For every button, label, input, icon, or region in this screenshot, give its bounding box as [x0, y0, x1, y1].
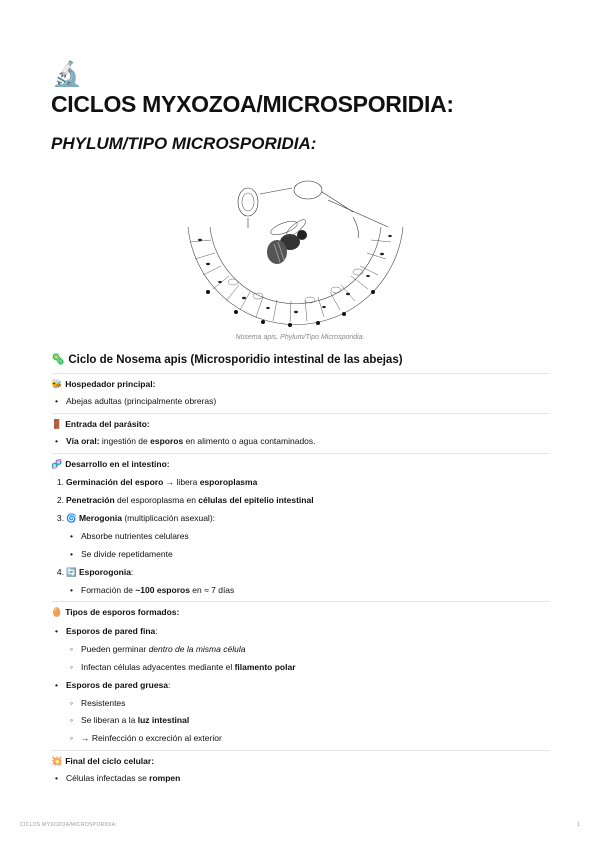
- bullet: •: [55, 396, 58, 406]
- door-icon: 🚪: [51, 419, 63, 429]
- bullet: •: [70, 585, 73, 595]
- page-title: CICLOS MYXOZOA/MICROSPORIDIA:: [51, 91, 454, 117]
- item-number: 3.: [56, 513, 64, 523]
- text: Formación de: [81, 585, 136, 595]
- text: :: [168, 680, 171, 690]
- list-item-text: Absorbe nutrientes celulares: [81, 531, 189, 541]
- bold-text: Esporos de pared fina: [66, 626, 156, 636]
- list-item: [55, 435, 316, 447]
- sub-list-item: [70, 584, 235, 596]
- list-item: [55, 625, 158, 637]
- bullet: •: [55, 436, 58, 446]
- text: :: [155, 626, 158, 636]
- ordered-list-item: [56, 476, 258, 488]
- spore: [294, 181, 322, 199]
- microbe-icon: 🦠: [51, 354, 66, 366]
- block-title-text: Hospedador principal:: [65, 379, 156, 389]
- list-item-text: Resistentes: [81, 698, 126, 708]
- text: Infectan células adyacentes mediante el: [81, 662, 235, 672]
- list-item-text: Se divide repetidamente: [81, 549, 173, 559]
- block-title-text: Entrada del parásito:: [65, 419, 150, 429]
- bold-text: células del epitelio intestinal: [198, 495, 314, 505]
- text: (multiplicación asexual):: [121, 513, 216, 523]
- figure-caption: Nosema apis, Phylum/Tipo Microsporidia.: [235, 334, 365, 341]
- list-item: [55, 772, 181, 784]
- list-item-text: Abejas adultas (principalmente obreras): [66, 396, 217, 406]
- section-heading-text: Ciclo de Nosema apis (Microsporidio intestinal de las abejas): [68, 354, 403, 366]
- text: :: [130, 567, 134, 577]
- italic-text: dentro de la misma célula: [148, 644, 246, 654]
- bold-text: rompen: [149, 773, 181, 783]
- spore-cluster: [238, 188, 258, 216]
- bullet-hollow: ◦: [70, 662, 74, 672]
- bee-illustration: [267, 217, 308, 264]
- text: Células infectadas se: [66, 773, 150, 783]
- bullet: •: [55, 680, 58, 690]
- text: → libera: [163, 477, 200, 487]
- item-number: 4.: [56, 567, 64, 577]
- divider: [51, 750, 550, 751]
- sub-list-item: [70, 661, 296, 673]
- block-title-text: Desarrollo en el intestino:: [65, 459, 170, 469]
- nosema-lifecycle-figure: [178, 172, 413, 332]
- microscope-icon: 🔬: [52, 61, 82, 88]
- block-title-text: Final del ciclo celular:: [65, 756, 155, 766]
- bold-text: ~100 esporos: [135, 585, 190, 595]
- page-number: 1: [577, 822, 580, 828]
- bold-text: Germinación del esporo: [66, 477, 164, 487]
- bold-text: esporos: [150, 436, 184, 446]
- bold-text: Penetración: [66, 495, 115, 505]
- block-title-entry: [51, 419, 150, 430]
- cyclone-icon: 🌀: [66, 513, 77, 523]
- block-title-cycle-end: [51, 756, 154, 767]
- sub-list-item: [70, 732, 222, 744]
- bold-text: filamento polar: [234, 662, 296, 672]
- sub-list-item: [70, 530, 189, 542]
- bold-text: Esporogonia: [78, 567, 131, 577]
- bullet: •: [70, 531, 73, 541]
- page-subtitle: PHYLUM/TIPO MICROSPORIDIA:: [51, 134, 317, 153]
- repeat-icon: 🔄: [66, 567, 77, 577]
- block-title-host: [51, 379, 155, 390]
- bee-icon: 🐝: [51, 379, 63, 389]
- text: Pueden germinar: [81, 644, 149, 654]
- bold-text: Vía oral:: [66, 436, 100, 446]
- list-item: [55, 395, 217, 407]
- divider: [51, 413, 550, 414]
- divider: [51, 373, 550, 374]
- list-item: [55, 679, 171, 691]
- bold-text: luz intestinal: [137, 715, 190, 725]
- bold-text: Merogonia: [78, 513, 122, 523]
- dna-icon: 🧬: [51, 459, 63, 469]
- ordered-list-item: [56, 566, 134, 578]
- block-title-text: Tipos de esporos formados:: [65, 607, 180, 617]
- item-number: 1.: [56, 477, 64, 487]
- bullet-hollow: ◦: [70, 698, 74, 708]
- sub-list-item: [70, 643, 246, 655]
- bullet-hollow: ◦: [70, 733, 74, 743]
- divider: [51, 453, 550, 454]
- egg-icon: 🥚: [51, 607, 63, 617]
- sub-list-item: [70, 548, 173, 560]
- text: Se liberan a la: [81, 715, 138, 725]
- section-heading: [51, 352, 403, 366]
- sub-list-item: [70, 714, 190, 726]
- bold-text: Esporos de pared gruesa: [66, 680, 169, 690]
- bullet: •: [70, 549, 73, 559]
- divider: [51, 601, 550, 602]
- text: en alimento o agua contaminados.: [183, 436, 316, 446]
- block-title-development: [51, 459, 170, 470]
- footer-title: CICLOS MYXOZOA/MICROSPORIDIA:: [20, 822, 118, 828]
- bullet-hollow: ◦: [70, 644, 74, 654]
- text: del esporoplasma en: [114, 495, 199, 505]
- item-number: 2.: [56, 495, 64, 505]
- bold-text: esporoplasma: [199, 477, 258, 487]
- bullet: •: [55, 773, 58, 783]
- sub-list-item: [70, 697, 126, 709]
- explosion-icon: 💥: [51, 756, 63, 766]
- bullet-hollow: ◦: [70, 715, 74, 725]
- ordered-list-item: [56, 494, 314, 506]
- block-title-spore-types: [51, 607, 179, 618]
- text: ingestión de: [99, 436, 151, 446]
- text: en ≈ 7 días: [189, 585, 235, 595]
- ordered-list-item: [56, 512, 216, 524]
- list-item-text: → Reinfección o excreción al exterior: [81, 733, 222, 743]
- bullet: •: [55, 626, 58, 636]
